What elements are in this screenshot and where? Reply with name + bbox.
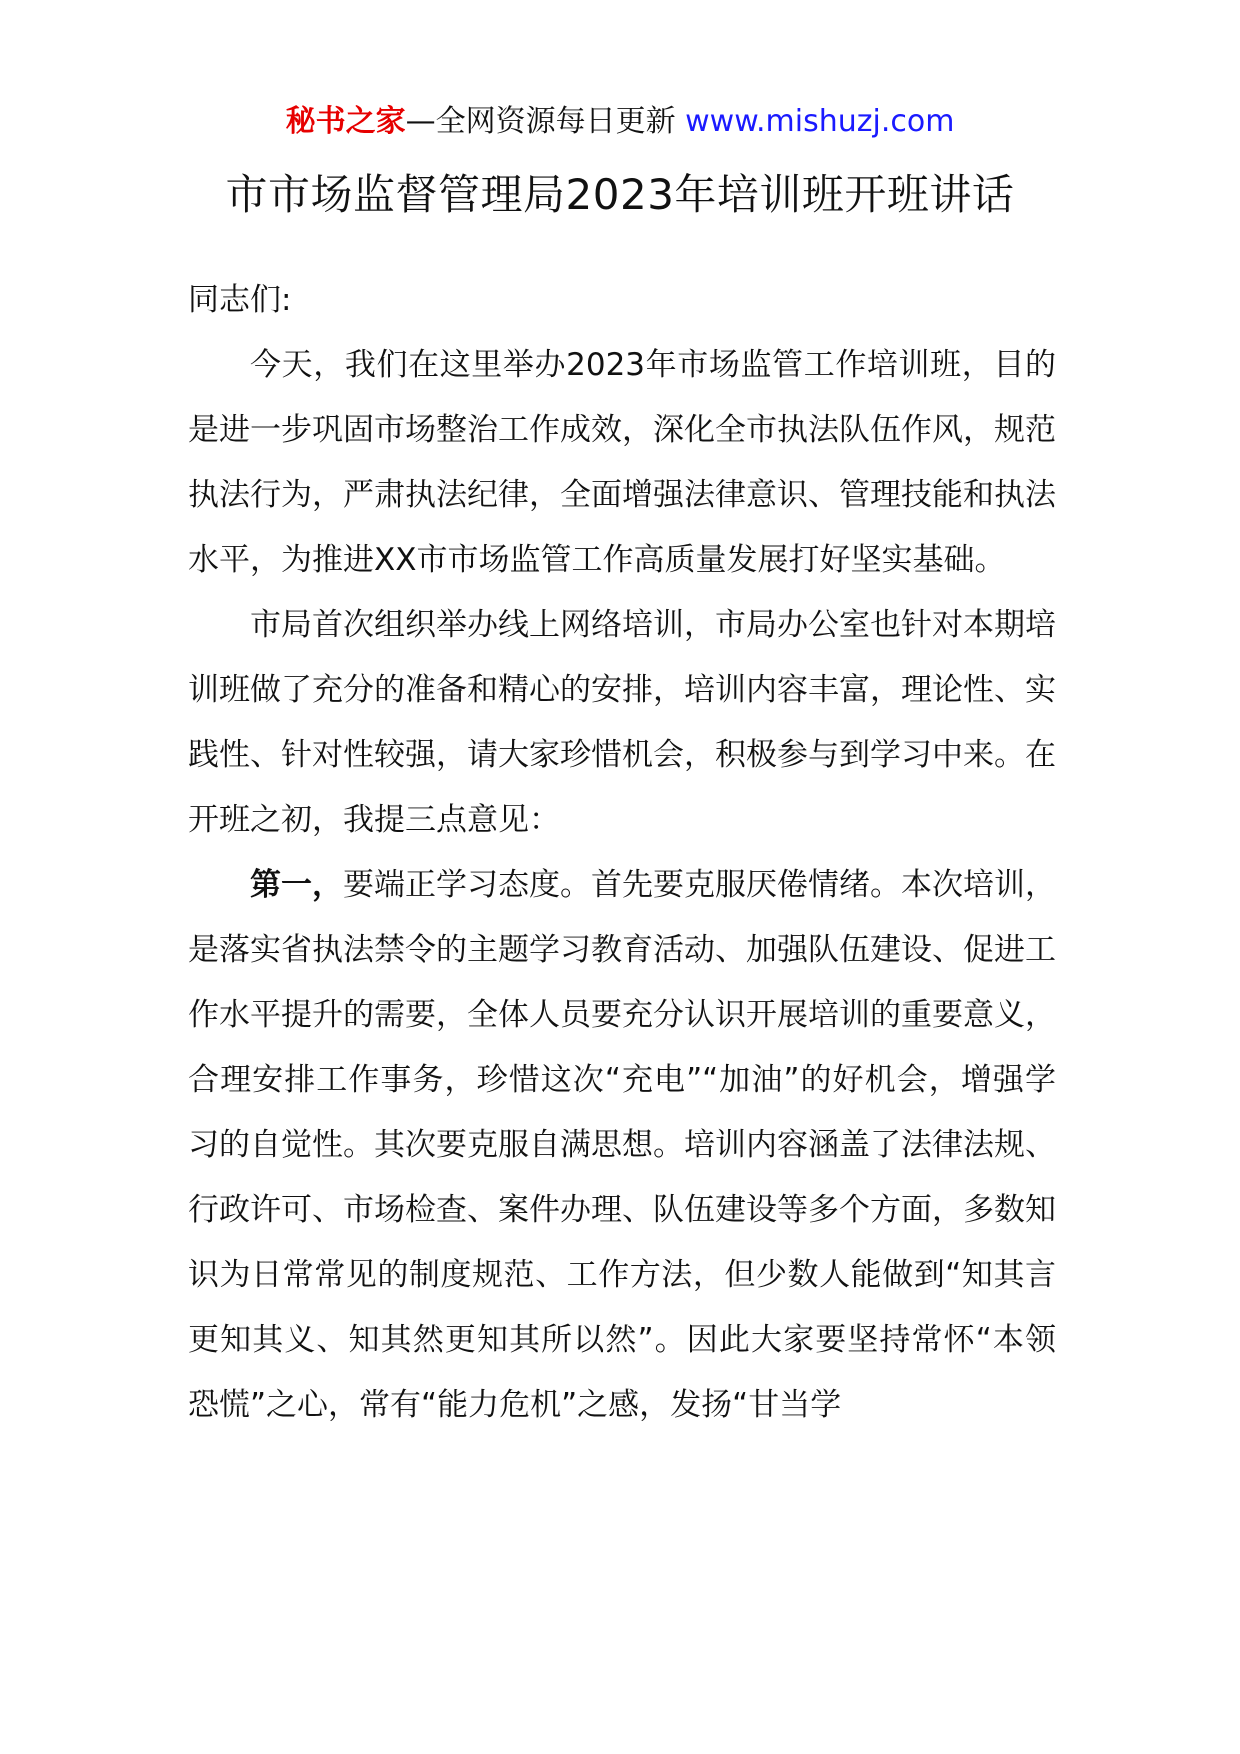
site-url-link[interactable]: www.mishuzj.com xyxy=(685,104,955,139)
point-one-text: 要端正学习态度。首先要克服厌倦情绪。本次培训，是落实省执法禁令的主题学习教育活动、加强队伍建设、促进工作水平提升的需要，全体人员要充分认识开展培训的重要意义，合理安排工作事务，珍惜这次“充电”“加油”的好机会，增强学习的自觉性。其次要克服自满思想。培训内容涵盖了法律法规、行政许可、市场检查、案件办理、队伍建设等多个方面，多数知识为日常常见的制度规范、工作方法，但少数人能做到“知其言更知其义、知其然更知其所以然”。因此大家要坚持常怀“本领恐慌”之心，常有“能力危机”之感，发扬“甘当学 xyxy=(188,867,1056,1423)
brand-name: 秘书之家 xyxy=(285,104,406,139)
header-tagline: —全网资源每日更新 xyxy=(405,104,686,139)
document-body xyxy=(188,268,1056,1438)
paragraph-arrangement: 市局首次组织举办线上网络培训，市局办公室也针对本期培训班做了充分的准备和精心的安排，培训内容丰富，理论性、实践性、针对性较强，请大家珍惜机会，积极参与到学习中来。在开班之初，我提三点意见： xyxy=(188,607,1056,838)
document-title: 市市场监督管理局2023年培训班开班讲话 xyxy=(225,170,1015,219)
paragraph-point-one xyxy=(188,853,1056,1438)
point-one-lead: 第一， xyxy=(250,867,343,903)
salutation: 同志们: xyxy=(188,282,292,318)
paragraph-intro: 今天，我们在这里举办2023年市场监管工作培训班，目的是进一步巩固市场整治工作成效，深化全市执法队伍作风，规范执法行为，严肃执法纪律，全面增强法律意识、管理技能和执法水平，为推进XX市市场监管工作高质量发展打好坚实基础。 xyxy=(188,347,1056,578)
site-header xyxy=(0,100,1240,144)
